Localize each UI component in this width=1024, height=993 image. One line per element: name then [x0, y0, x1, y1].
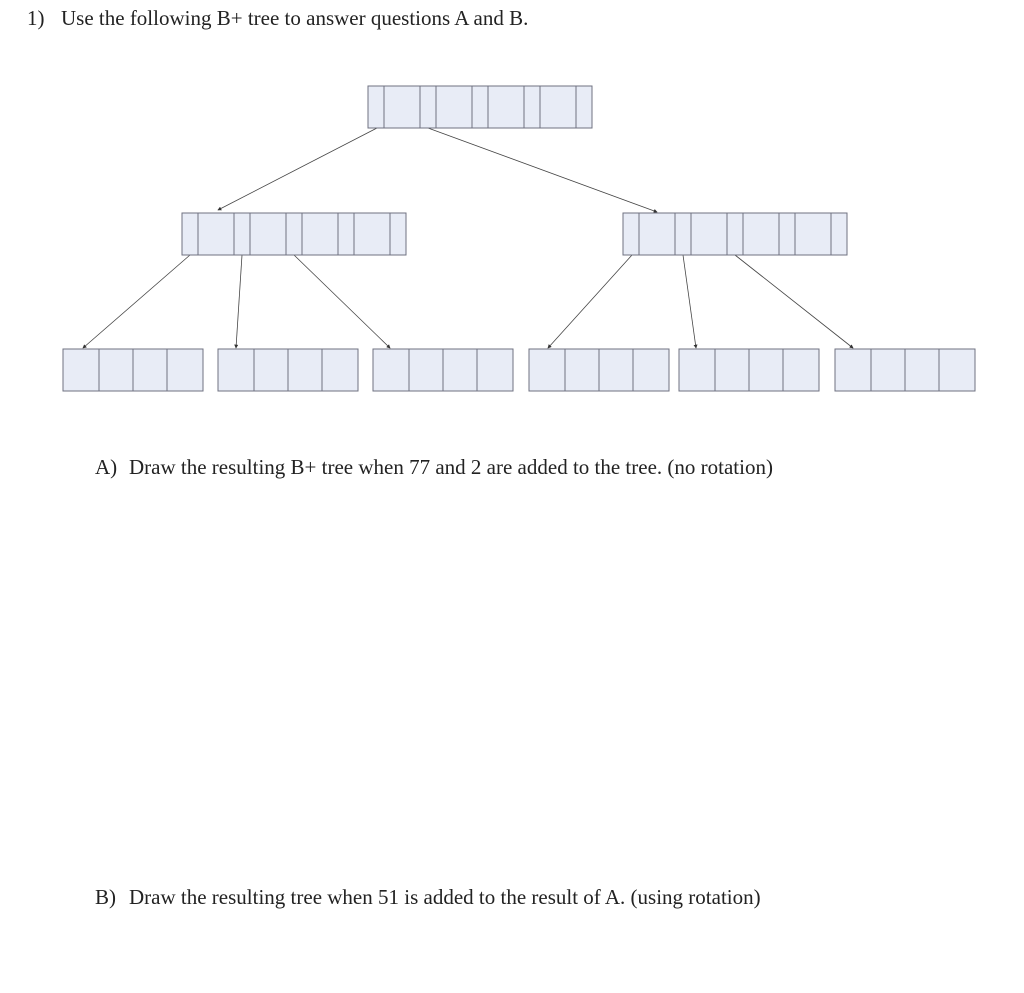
- key-cell: [599, 349, 633, 391]
- key-cell: [679, 349, 715, 391]
- edge-root-to-right: [428, 128, 657, 212]
- pointer-cell: [623, 213, 639, 255]
- leaf-node-4: [529, 349, 669, 391]
- part-a: [95, 455, 773, 479]
- edge-left-to-leaf-1: [83, 255, 190, 348]
- key-cell: [749, 349, 783, 391]
- root-node: [368, 86, 592, 128]
- internal-node-left: [182, 213, 406, 255]
- pointer-cell: [390, 213, 406, 255]
- pointer-cell: [779, 213, 795, 255]
- pointer-cell: [576, 86, 592, 128]
- part-b-text: Draw the resulting tree when 51 is added to the result of A. (using rotation): [129, 885, 761, 909]
- leaf-node-2: [218, 349, 358, 391]
- pointer-cell: [831, 213, 847, 255]
- leaf-node-3: [373, 349, 513, 391]
- internal-node-right: [623, 213, 847, 255]
- edge-right-to-leaf-5: [683, 255, 696, 348]
- key-cell: [354, 213, 390, 255]
- leaf-node-5: [679, 349, 819, 391]
- key-cell: [871, 349, 905, 391]
- key-cell: [633, 349, 669, 391]
- b-plus-tree-diagram: [0, 0, 1024, 420]
- key-cell: [715, 349, 749, 391]
- pointer-cell: [234, 213, 250, 255]
- edge-right-to-leaf-6: [735, 255, 853, 348]
- key-cell: [795, 213, 831, 255]
- pointer-cell: [420, 86, 436, 128]
- edge-left-to-leaf-3: [294, 255, 390, 348]
- part-b: [95, 885, 761, 909]
- pointer-cell: [675, 213, 691, 255]
- pointer-cell: [524, 86, 540, 128]
- key-cell: [409, 349, 443, 391]
- key-cell: [835, 349, 871, 391]
- pointer-cell: [727, 213, 743, 255]
- key-cell: [254, 349, 288, 391]
- key-cell: [384, 86, 420, 128]
- edge-root-to-left: [218, 128, 377, 210]
- key-cell: [488, 86, 524, 128]
- key-cell: [218, 349, 254, 391]
- key-cell: [477, 349, 513, 391]
- leaf-node-6: [835, 349, 975, 391]
- key-cell: [302, 213, 338, 255]
- key-cell: [373, 349, 409, 391]
- edge-left-to-leaf-2: [236, 255, 242, 348]
- edge-right-to-leaf-4: [548, 255, 632, 348]
- key-cell: [167, 349, 203, 391]
- leaf-node-1: [63, 349, 203, 391]
- key-cell: [691, 213, 727, 255]
- key-cell: [783, 349, 819, 391]
- part-a-label: A): [95, 455, 118, 479]
- question-number: 1): [27, 6, 45, 30]
- key-cell: [540, 86, 576, 128]
- pointer-cell: [182, 213, 198, 255]
- key-cell: [939, 349, 975, 391]
- part-b-label: B): [95, 885, 116, 909]
- key-cell: [322, 349, 358, 391]
- key-cell: [436, 86, 472, 128]
- pointer-cell: [286, 213, 302, 255]
- question-text: Use the following B+ tree to answer questions A and B.: [61, 6, 529, 30]
- key-cell: [905, 349, 939, 391]
- key-cell: [288, 349, 322, 391]
- pointer-cell: [368, 86, 384, 128]
- key-cell: [529, 349, 565, 391]
- key-cell: [443, 349, 477, 391]
- key-cell: [743, 213, 779, 255]
- key-cell: [133, 349, 167, 391]
- key-cell: [639, 213, 675, 255]
- pointer-cell: [338, 213, 354, 255]
- part-a-text: Draw the resulting B+ tree when 77 and 2 are added to the tree. (no rotation): [129, 455, 773, 479]
- key-cell: [99, 349, 133, 391]
- key-cell: [63, 349, 99, 391]
- key-cell: [565, 349, 599, 391]
- key-cell: [250, 213, 286, 255]
- key-cell: [198, 213, 234, 255]
- pointer-cell: [472, 86, 488, 128]
- tree-nodes: [63, 86, 975, 391]
